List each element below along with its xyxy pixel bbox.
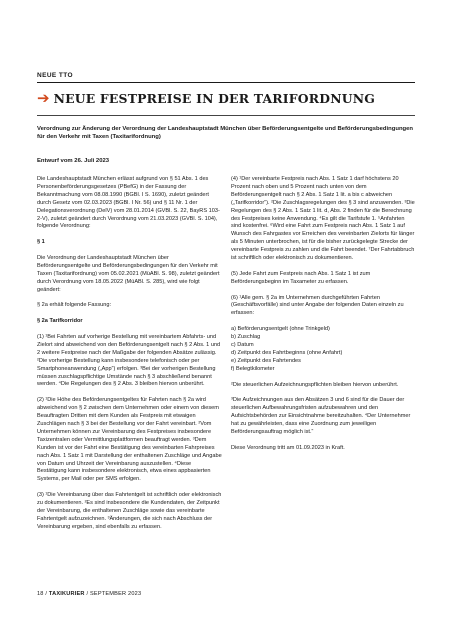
paragraph: Die Verordnung der Landeshauptstadt München über Beförderungsentgelte und Beförderungsbedingungen für den Verkehr mit Taxen (Taxitarifordnung) vom 05.02.2021 (MüABl. S. 98), zuletzt geändert durch Verordnung vom 18.05.2022 (MüABl. S. 285), wird wie folgt geändert: (37, 255, 220, 293)
headline (37, 88, 415, 108)
section-label: NEUE TTO (37, 72, 73, 79)
issue-date: / SEPTEMBER 2023 (86, 591, 142, 597)
paragraph: (2) ¹Die Höhe des Beförderungsentgeltes für Fahrten nach § 2a wird abweichend von § 2 zwischen dem Unternehmen oder einem von diesem Beauftragten Dritten mit dem Kunden als Festpreis mit etwaigen Zuschlägen nach § 3 bei der Bestellung vor der Fahrt vereinbart. ²Vom Unternehmen können zur Vereinbarung des Festpreises insbesondere Taxizentralen oder Vermittlungsplattformen beauftragt werden. ³Dem Kunden ist vor der Fahrt eine Bestätigung des vereinbarten Fahrpreises nach Abs. 1 Satz 1 mit Darstellung der enthaltenen Zuschläge und Angabe von Datum und Uhrzeit der Vereinbarung auszustellen. ⁴Diese Bestätigung kann insbesondere elektronisch, etwa eines appbasierten Systems, per Mail oder per SMS erfolgen. (37, 397, 222, 483)
subheadline: Verordnung zur Änderung der Verordnung der Landeshauptstadt München über Beförderungsentgelte und Beförderungsbedingungen für den Verkehr mit Taxen (Taxitarifordnung) (37, 126, 414, 141)
list-item: b) Zuschlag (231, 334, 261, 341)
page-footer (37, 591, 141, 597)
paragraph: ³Die Aufzeichnungen aus den Absätzen 3 und 6 sind für die Dauer der steuerlichen Aufbewahrungsfristen aufzubewahren und den Aufsichtsbehörden zur Einsichtnahme bereitzuhalten. ⁴Der Unternehmer hat zu gewährleisten, dass eine Zuordnung zum jeweiligen Beförderungsauftrag möglich ist.“ (231, 397, 411, 435)
headline-rule (37, 115, 415, 116)
section-heading: § 2a Tarifkorridor (37, 318, 83, 325)
list-item: d) Zeitpunkt des Fahrtbeginns (ohne Anfahrt) (231, 349, 343, 356)
arrow-right-icon: ➔ (37, 89, 50, 107)
paragraph: ²Die steuerlichen Aufzeichnungspflichten bleiben hiervon unberührt. (231, 381, 399, 388)
list-item: c) Datum (231, 341, 254, 348)
list-item: e) Zeitpunkt des Fahrtendes (231, 357, 301, 364)
paragraph: (4) ¹Der vereinbarte Festpreis nach Abs. 1 Satz 1 darf höchstens 20 Prozent nach oben und 5 Prozent nach unten von dem Beförderungsentgelt nach § 2 Abs. 1 Satz 1 lit. a bis c abweichen („Tarifkorridor“). ²Die Zuschlagsregelungen des § 3 sind anzuwenden. ³Die Regelungen des § 2 Abs. 1 Satz 1 lit. d, Abs. 2 finden für die Berechnung des Festpreises keine Anwendung. ⁴Es gilt die Tarifstufe 1. ⁵Anfahrten sind kostenfrei. ⁶Wird eine Fahrt zum Festpreis nach Abs. 1 Satz 1 auf Wunsch des Fahrgastes vor Erreichen des vereinbarten Zielorts für länger als 5 Minuten unterbrochen, ist für die bisher zurückgelegte Strecke der vereinbarte Festpreis zu zahlen und die Fahrt beendet. ⁷Der Fahrtabbruch ist schriftlich oder elektronisch zu dokumentieren. (231, 176, 415, 262)
paragraph: (5) Jede Fahrt zum Festpreis nach Abs. 1 Satz 1 ist zum Beförderungsbeginn im Taxameter zu erfassen. (231, 270, 371, 285)
paragraph: (1) ¹Bei Fahrten auf vorherige Bestellung mit vereinbartem Abfahrts- und Zielort sind abweichend von den Beförderungsentgelt nach § 2 Abs. 1 und 2 weitere Festpreise nach der Maßgabe der folgenden Absätze zulässig. ²Die vorherige Bestellung kann insbesondere telefonisch oder per Smartphoneanwendung („App“) erfolgen. ³Bei der vorherigen Bestellung müssen zuschlagspflichtige Umstände nach § 3 abschließend benannt werden. ⁴Die Regelungen des § 2 Abs. 3 bleiben hiervon unberührt. (37, 334, 221, 388)
data-field-list (231, 326, 415, 373)
headline-text: NEUE FESTPREISE IN DER TARIFORDNUNG (53, 90, 376, 106)
paragraph: (6) ¹Alle gem. § 2a im Unternehmen durchgeführten Fahrten (Geschäftsvorfälle) sind unter Angabe der folgenden Daten einzeln zu erfassen: (231, 294, 404, 317)
paragraph: (3) ¹Die Vereinbarung über das Fahrtentgelt ist schriftlich oder elektronisch zu dokumentieren. ²Es sind insbesondere die Kundendaten, der Zeitpunkt der Vereinbarung, die enthaltenen Zuschläge sowie das vereinbarte Fahrtentgelt aufzuzeichnen. ³Änderungen, die sich nach Abschluss der Vereinbarung ergeben, sind ebenfalls zu erfassen. (37, 492, 222, 530)
publication-name: TAXIKURIER (48, 591, 85, 597)
draft-date: Entwurf vom 26. Juli 2023 (37, 158, 110, 164)
section-heading: § 1 (37, 239, 45, 246)
paragraph: § 2a erhält folgende Fassung: (37, 302, 112, 309)
paragraph: Diese Verordnung tritt am 01.09.2023 in Kraft. (231, 444, 345, 451)
list-item: a) Beförderungsentgelt (ohne Trinkgeld) (231, 326, 330, 333)
header-rule (37, 82, 415, 83)
left-column (37, 176, 222, 540)
list-item: f) Belegtkilometer (231, 365, 275, 372)
page-number: 18 / (37, 591, 48, 597)
right-column (231, 176, 415, 461)
paragraph: Die Landeshauptstadt München erlässt aufgrund von § 51 Abs. 1 des Personenbeförderungsgesetzes (PBefG) in der Fassung der Bekanntmachung vom 08.08.1990 (BGBl. I S. 1690), zuletzt geändert durch Gesetz vom 02.03.2023 (BGBl. I Nr. 56) und § 11 Nr. 1 der Delegationsverordnung (DelV) vom 28.01.2014 (GVBl. S. 22, BayRS 103-2-V), zuletzt geändert durch Verordnung vom 21.03.2023 (GVBl. S. 104), folgende Verordnung: (37, 176, 220, 230)
